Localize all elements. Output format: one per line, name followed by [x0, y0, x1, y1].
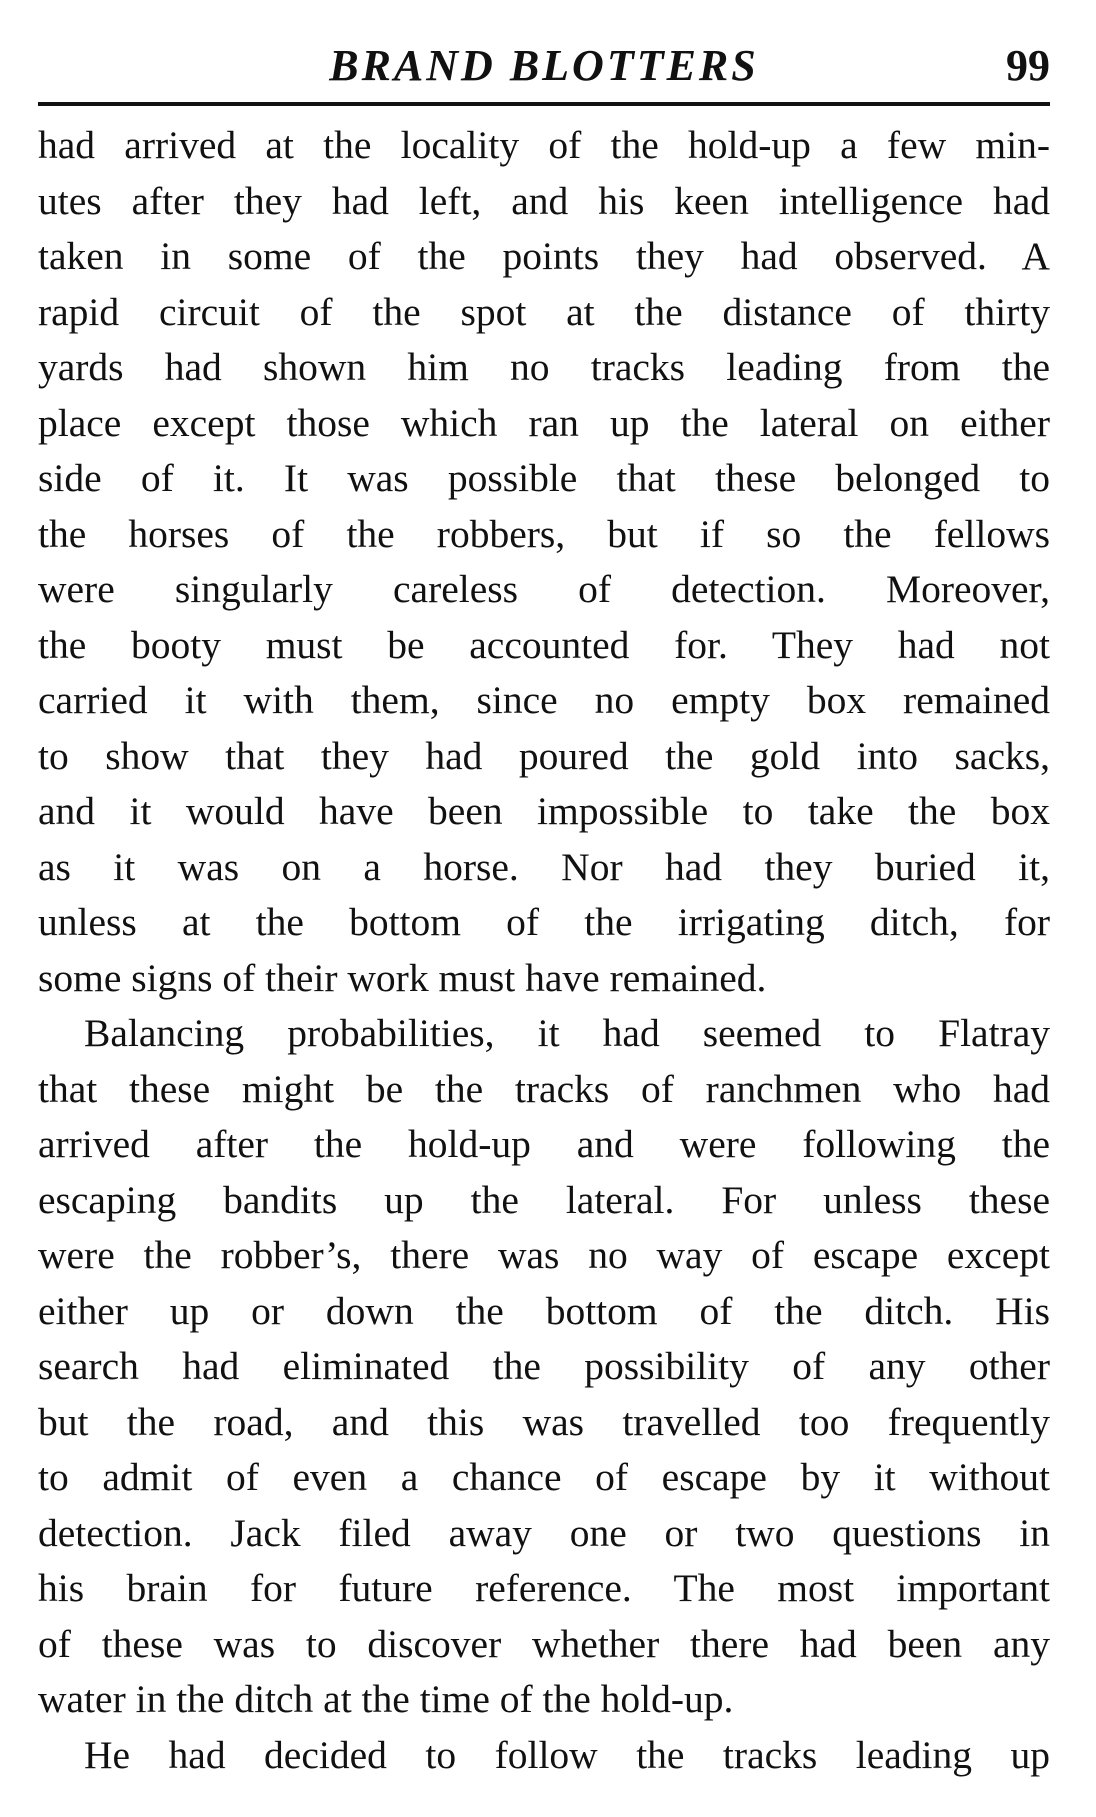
text-line: were singularly careless of detection. Moreover, — [38, 567, 1050, 611]
page-number: 99 — [1006, 41, 1050, 90]
text-line: search had eliminated the possibility of any other — [38, 1344, 1050, 1388]
text-line: but the road, and this was travelled too frequently — [38, 1399, 1050, 1444]
running-head — [38, 32, 1050, 92]
text-line: to show that they had poured the gold into sacks, — [38, 733, 1050, 778]
text-line: yards had shown him no tracks leading from the — [38, 345, 1050, 389]
text-line: escaping bandits up the lateral. For unless these — [38, 1177, 1050, 1222]
header-rule — [38, 102, 1050, 106]
text-line: some signs of their work must have remained. — [38, 955, 767, 1000]
text-line: carried it with them, since no empty box remained — [38, 678, 1050, 722]
text-line: of these was to discover whether there had been any — [38, 1621, 1050, 1666]
text-line: place except those which ran up the lateral on either — [38, 400, 1050, 445]
text-line: He had decided to follow the tracks leading up — [84, 1732, 1050, 1777]
text-line: unless at the bottom of the irrigating ditch, for — [38, 900, 1050, 944]
text-line: the booty must be accounted for. They had not — [38, 622, 1050, 667]
running-title: BRAND BLOTTERS — [329, 41, 759, 90]
text-line: utes after they had left, and his keen intelligence had — [38, 178, 1050, 223]
body-text — [38, 118, 1050, 1783]
text-line: as it was on a horse. Nor had they buried it, — [38, 844, 1050, 889]
text-line: his brain for future reference. The most important — [38, 1566, 1050, 1610]
text-line: either up or down the bottom of the ditch. His — [38, 1288, 1050, 1333]
text-line: arrived after the hold-up and were following the — [38, 1122, 1050, 1166]
text-line: and it would have been impossible to take the box — [38, 789, 1050, 833]
text-line: taken in some of the points they had observed. A — [38, 234, 1050, 278]
text-line: water in the ditch at the time of the hold-up. — [38, 1677, 734, 1721]
text-line: side of it. It was possible that these belonged to — [38, 456, 1050, 500]
text-line: were the robber’s, there was no way of escape except — [38, 1233, 1050, 1277]
text-line: the horses of the robbers, but if so the fellows — [38, 511, 1050, 556]
text-line: Balancing probabilities, it had seemed to Flatray — [84, 1011, 1050, 1055]
text-line: that these might be the tracks of ranchmen who had — [38, 1066, 1050, 1111]
text-line: rapid circuit of the spot at the distance of thirty — [38, 289, 1050, 334]
text-line: to admit of even a chance of escape by it without — [38, 1455, 1050, 1499]
text-line: had arrived at the locality of the hold-up a few min- — [38, 123, 1050, 167]
text-line: detection. Jack filed away one or two questions in — [38, 1510, 1050, 1555]
